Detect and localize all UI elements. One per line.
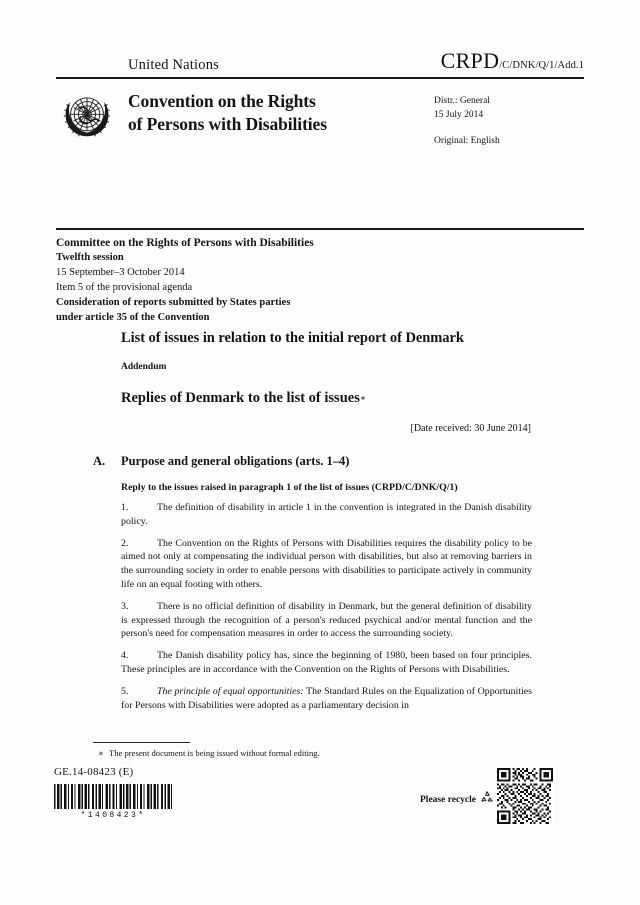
convention-title [128,88,434,136]
paragraph [121,649,532,676]
paragraph-text: There is no official definition of disability in Denmark, but the general definition of disability is expressed through the recognition of a person's reduced psychical and/or mental function and the person's need for compensation measures in order to access the surrounding society. [121,600,532,640]
barcode [54,784,172,820]
addendum-label: Addendum [121,362,167,372]
committee-session: Twelfth session [56,252,124,264]
qr-code [497,768,553,824]
committee-session-dates: 15 September–3 October 2014 [56,267,185,279]
paragraph-number: 3. [121,600,129,612]
masthead-top-row [56,48,584,77]
ge-number: GE.14-08423 (E) [54,766,134,778]
paragraph [121,685,532,712]
section-heading-text: Purpose and general obligations (arts. 1–4) [121,454,350,468]
committee-name: Committee on the Rights of Persons with Disabilities [56,237,314,249]
section-letter: A. [93,454,106,468]
document-symbol-suffix: /C/DNK/Q/1/Add.1 [499,60,584,71]
paragraph [121,537,532,592]
paragraph [121,501,532,528]
footnote-text: The present document is being issued without formal editing. [109,748,320,758]
paragraph-text: The Standard Rules on the Equalization of Opportunities for Persons with Disabilities were adopted as a parliamentary decision in [121,686,532,711]
paragraph-number: 4. [121,650,129,662]
footnote [93,748,533,759]
masthead-bottom-row [56,79,584,151]
document-symbol-main: CRPD [440,48,500,73]
distribution-block [434,88,584,148]
committee-agenda-item: Item 5 of the provisional agenda [56,282,193,294]
footnote-marker: ∗ [98,748,104,758]
footnote-marker-title: ∗ [359,393,366,403]
paragraph-text: The Convention on the Rights of Persons with Disabilities requires the disability policy to be aimed not only at compensating the individual person with disabilities, but also at removing barriers in the surrounding society in order to enable persons with disabilities to participate actively in community life on an equal footing with others. [121,537,532,590]
replies-title-text: Replies of Denmark to the list of issues [121,390,360,406]
committee-consideration-line-2: under article 35 of the Convention [56,311,210,323]
body-text [121,501,532,721]
committee-consideration-line-1: Consideration of reports submitted by States parties [56,297,291,309]
qr-code-graphic [497,768,553,824]
recycle-icon [479,790,495,809]
original-language: Original: English [434,135,500,146]
footnote-rule [93,742,190,743]
replies-title [121,390,541,407]
paragraph-italic-lead: The principle of equal opportunities: [157,686,304,698]
document-symbol [441,48,584,74]
un-emblem [56,88,128,151]
date-received: [Date received: 30 June 2014] [410,423,531,434]
distribution-type: Distr.: General [434,96,490,106]
distribution-date: 15 July 2014 [434,110,484,121]
distribution-spacer [434,123,584,134]
committee-rule [56,228,584,230]
barcode-bars [54,784,172,809]
section-heading [93,454,533,469]
paragraph-number: 2. [121,537,129,549]
barcode-digits: *1408423* [80,811,146,820]
organization-name: United Nations [128,57,219,73]
paragraph-text: The Danish disability policy has, since the beginning of 1980, been based on four principles. These principles are in accordance with the Convention on the Rights of Persons with Disabilities. [121,650,532,676]
un-emblem-graphic [56,90,118,146]
committee-block [56,235,584,326]
paragraph [121,600,532,641]
masthead [56,48,584,151]
convention-title-line-1: Convention on the Rights [128,91,316,111]
recycle-icon-graphic [479,790,495,806]
page-title: List of issues in relation to the initial report of Denmark [121,330,464,346]
paragraph-number: 5. [121,686,129,698]
convention-title-line-2: of Persons with Disabilities [128,114,327,135]
reply-heading: Reply to the issues raised in paragraph 1 of the list of issues (CRPD/C/DNK/Q/1) [121,482,458,493]
paragraph-number: 1. [121,502,129,513]
recycle-label: Please recycle [420,794,476,805]
paragraph-text: The definition of disability in article 1 in the convention is integrated in the Danish disability policy. [121,502,532,527]
recycle-notice [420,790,495,809]
